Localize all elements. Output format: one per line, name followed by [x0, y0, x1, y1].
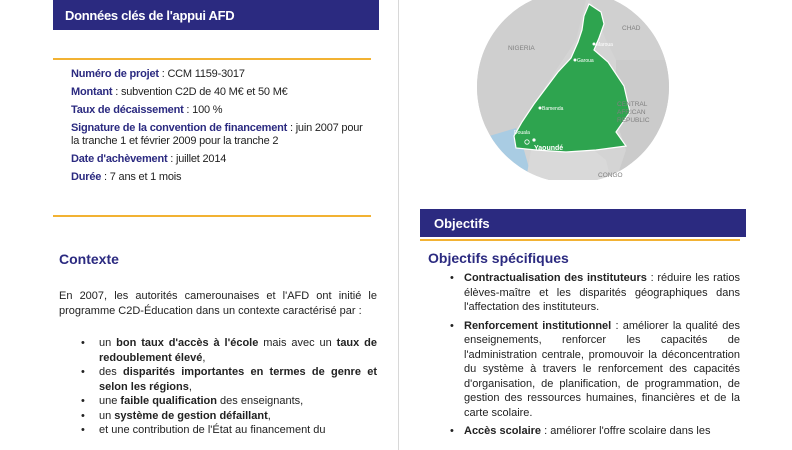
gold-rule-objectives	[420, 239, 740, 241]
column-divider	[398, 0, 399, 450]
city-label-yaounde: Yaoundé	[534, 145, 564, 152]
objectives-header	[420, 209, 746, 237]
list-item: • un système de gestion défaillant,	[59, 409, 377, 424]
city-label-garoua: Garoua	[577, 58, 594, 64]
context-intro: En 2007, les autorités camerounaises et l'AFD ont initié le programme C2D-Éducation dans un contexte caractérisé par :	[59, 290, 377, 317]
country-label-car-1: CENTRAL	[617, 101, 648, 108]
objectives-title: Objectifs	[434, 216, 490, 231]
cameroon-map	[476, 0, 670, 180]
key-data-title: Données clés de l'appui AFD	[65, 8, 235, 23]
context-heading: Contexte	[59, 251, 119, 267]
key-facts-list	[71, 68, 371, 189]
list-item: • des disparités importantes en termes de genre et selon les régions,	[59, 365, 377, 394]
fact-completion-date: Date d'achèvement : juillet 2014	[71, 153, 227, 165]
list-item: • Renforcement institutionnel : améliorer la qualité des enseignements, renforcer les capacités de l'administration centrale, promouvoir la déconcentration du système à travers le renforcement des capacités d'organisation, de planification, de programmation, de gestion des ressources humaines, financières et de la carte scolaire.	[432, 319, 740, 421]
objectives-list	[432, 271, 740, 443]
city-marker-douala	[532, 138, 535, 141]
country-label-nigeria: NIGERIA	[508, 45, 535, 52]
context-bullets	[59, 336, 377, 438]
fact-project-number: Numéro de projet : CCM 1159-3017	[71, 68, 245, 80]
country-label-car-3: REPUBLIC	[617, 117, 650, 124]
specific-objectives-heading: Objectifs spécifiques	[428, 250, 569, 266]
city-label-maroua: Maroua	[596, 42, 613, 48]
list-item: • une faible qualification des enseignants,	[59, 394, 377, 409]
list-item: • Accès scolaire : améliorer l'offre scolaire dans les	[432, 424, 740, 439]
country-label-chad: CHAD	[622, 25, 641, 32]
list-item: • Contractualisation des instituteurs : réduire les ratios élèves-maître et les disparités géographiques dans l'affectation des instituteurs.	[432, 271, 740, 315]
gold-rule-top	[53, 58, 371, 60]
key-data-header	[53, 0, 379, 30]
fact-disbursement-rate: Taux de décaissement : 100 %	[71, 104, 223, 116]
list-item: • et une contribution de l'État au financement du	[59, 423, 377, 438]
gold-rule-bottom	[53, 215, 371, 217]
fact-amount: Montant : subvention C2D de 40 M€ et 50 M€	[71, 86, 288, 98]
city-label-bamenda: Bamenda	[542, 106, 564, 112]
fact-signature-date: Signature de la convention de financement : juin 2007 pour la tranche 1 et février 2009 pour la tranche 2	[71, 122, 363, 147]
fact-duration: Durée : 7 ans et 1 mois	[71, 171, 182, 183]
country-label-congo: CONGO	[598, 172, 623, 179]
city-label-douala: Douala	[514, 130, 530, 136]
country-label-car-2: AFRICAN	[617, 109, 646, 116]
list-item: • un bon taux d'accès à l'école mais avec un taux de redoublement élevé,	[59, 336, 377, 365]
